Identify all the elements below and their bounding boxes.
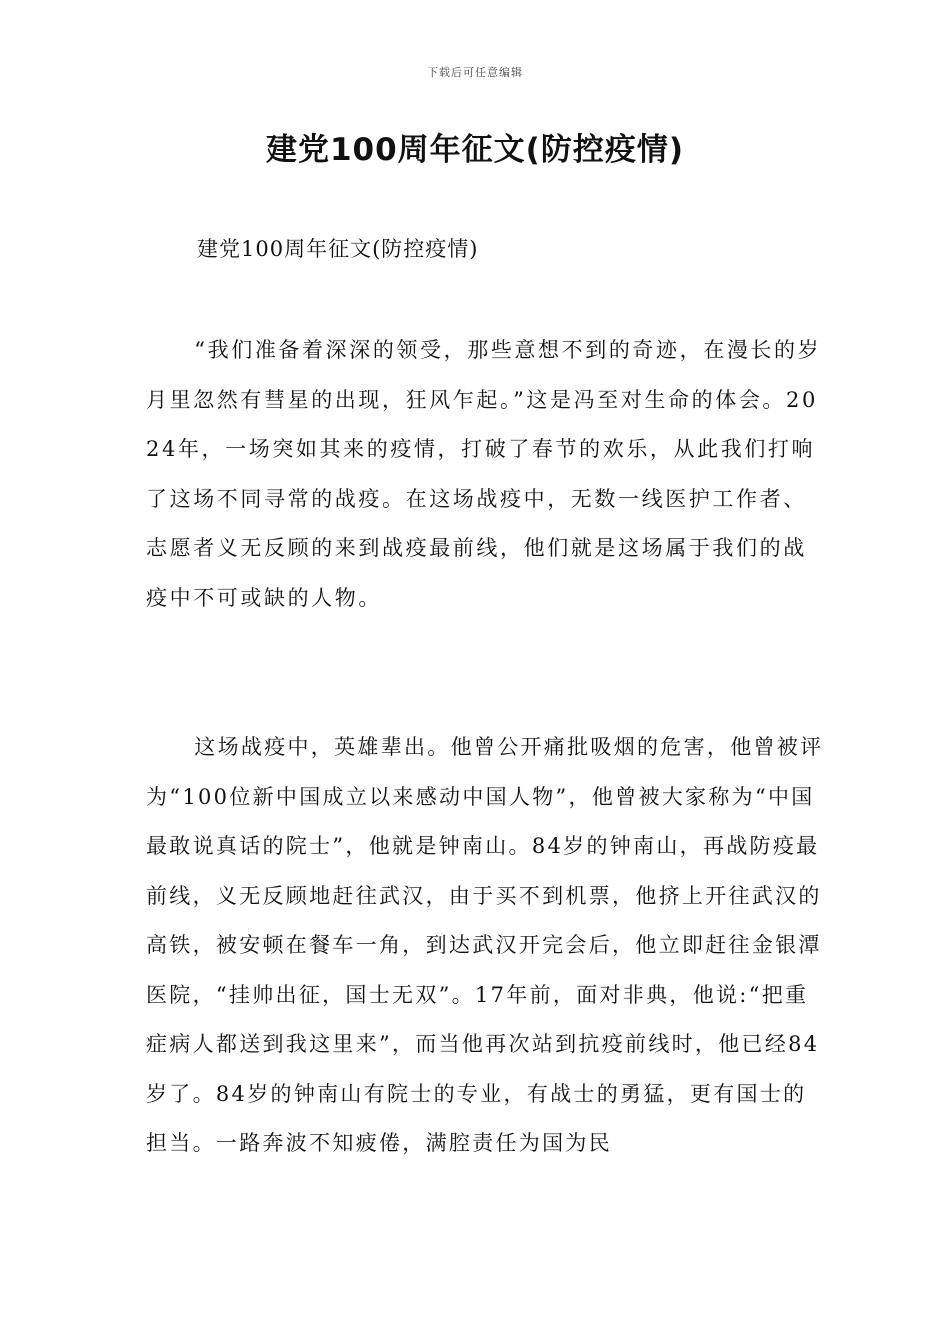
document-title: 建党100周年征文(防控疫情)	[265, 132, 685, 168]
body-paragraph-1: “我们准备着深深的领受，那些意想不到的奇迹，在漫长的岁月里忽然有彗星的出现，狂风乍起。”这是冯至对生命的体会。2024年，一场突如其来的疫情，打破了春节的欢乐，从此我们打响了这场不同寻常的战疫。在这场战疫中，无数一线医护工作者、志愿者义无反顾的来到战疫最前线，他们就是这场属于我们的战疫中不可或缺的人物。	[146, 338, 822, 610]
body-paragraph-2: 这场战疫中，英雄辈出。他曾公开痛批吸烟的危害，他曾被评为“100位新中国成立以来感动中国人物”，他曾被大家称为“中国最敢说真话的院士”，他就是钟南山。84岁的钟南山，再战防疫最前线，义无反顾地赶往武汉，由于买不到机票，他挤上开往武汉的高铁，被安顿在餐车一角，到达武汉开完会后，他立即赶往金银潭医院，“挂帅出征，国士无双”。17年前，面对非典，他说:“把重症病人都送到我这里来”，而当他再次站到抗疫前线时，他已经84岁了。84岁的钟南山有院士的专业，有战士的勇猛，更有国士的担当。一路奔波不知疲倦，满腔责任为国为民	[146, 735, 824, 1155]
header-note: 下载后可任意编辑	[427, 66, 523, 79]
document-subtitle: 建党100周年征文(防控疫情)	[197, 237, 479, 261]
